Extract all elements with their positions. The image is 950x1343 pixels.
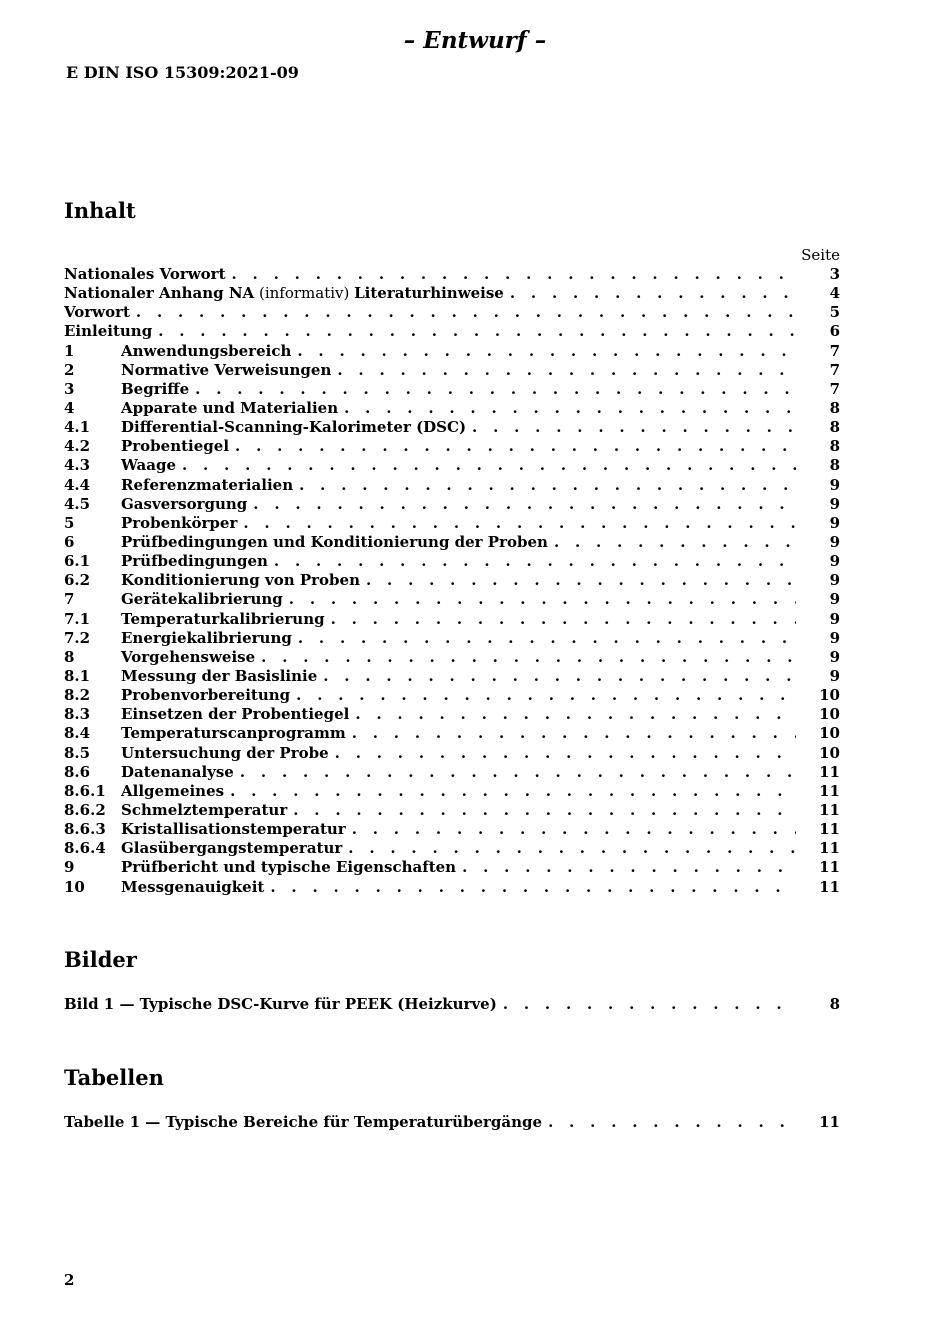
toc-entry-title-text: Apparate und Materialien — [121, 398, 339, 417]
toc-entry[interactable] — [64, 380, 840, 399]
toc-entry[interactable] — [64, 801, 840, 820]
toc-entry-page: 4 — [829, 284, 840, 303]
toc-entry[interactable] — [64, 361, 840, 380]
toc-entry[interactable] — [64, 533, 840, 552]
toc-entry[interactable] — [64, 342, 840, 361]
toc-entry[interactable] — [64, 858, 840, 877]
toc-entry-title — [121, 763, 240, 782]
toc-entry-number: 8.4 — [64, 724, 91, 743]
dot-leader — [240, 763, 796, 782]
toc-entry-number: 4 — [64, 398, 75, 417]
dot-leader — [261, 648, 796, 667]
toc-entry-number: 8.2 — [64, 686, 91, 705]
toc-entry-title-text: Allgemeines — [121, 781, 225, 800]
toc-entry-number: 8.5 — [64, 743, 91, 762]
toc-entry-title-text: Probenvorbereitung — [121, 686, 291, 705]
toc-entry-page: 10 — [819, 724, 840, 743]
toc-entry-title — [121, 342, 297, 361]
dot-leader — [554, 533, 796, 552]
toc-entry-title-text: Glasübergangstemperatur — [121, 839, 343, 858]
toc-entry-title-text: Nationales Vorwort — [64, 265, 226, 283]
toc-entry-number: 6.2 — [64, 571, 91, 590]
toc-entry-title — [121, 552, 274, 571]
dot-leader — [274, 552, 796, 571]
toc-entry-title — [121, 667, 323, 686]
dot-leader — [510, 284, 796, 303]
toc-entry-page: 11 — [819, 820, 840, 839]
toc-entry-number: 4.1 — [64, 418, 91, 437]
toc-entry-number: 8.6.3 — [64, 820, 106, 839]
toc-entry[interactable] — [64, 437, 840, 456]
toc-entry[interactable] — [64, 667, 840, 686]
toc-entry-title — [121, 361, 337, 380]
toc-entry-number: 10 — [64, 877, 85, 896]
toc-entry-title-text: Normative Verweisungen — [121, 360, 332, 379]
toc-entry-number: 6.1 — [64, 552, 91, 571]
dot-leader — [297, 342, 796, 361]
toc-entry-title — [64, 265, 232, 284]
toc-entry-title — [121, 571, 366, 590]
dot-leader — [548, 1113, 796, 1132]
dot-leader — [472, 418, 796, 437]
toc-entry-title-text: Datenanalyse — [121, 762, 234, 781]
toc-entry[interactable] — [64, 744, 840, 763]
toc-entry-number: 8.6.1 — [64, 781, 106, 800]
dot-leader — [355, 705, 796, 724]
toc-entry-title-text: Probentiegel — [121, 437, 230, 456]
toc-entry-title — [121, 820, 352, 839]
toc-entry-title — [121, 495, 253, 514]
toc-entry-page: 5 — [829, 303, 840, 322]
toc-entry[interactable] — [64, 629, 840, 648]
toc-entry-title — [64, 284, 510, 303]
dot-leader — [366, 571, 796, 590]
toc-entry-title-text: Vorgehensweise — [121, 647, 256, 666]
toc-entry-number: 8.6 — [64, 762, 91, 781]
toc-entry-number: 8.1 — [64, 666, 91, 685]
toc-entry[interactable] — [64, 878, 840, 897]
toc-entry-page: 8 — [829, 437, 840, 456]
toc-entry-title-text: Konditionierung von Proben — [121, 571, 360, 590]
toc-entry-page: 7 — [829, 379, 840, 398]
toc-entry-title — [121, 456, 182, 475]
dot-leader — [352, 820, 796, 839]
toc-entry-title — [121, 858, 462, 877]
dot-leader — [182, 456, 796, 475]
figures-list — [64, 995, 840, 1014]
toc-entry-title — [121, 782, 230, 801]
page-column-label: Seite — [801, 246, 840, 264]
toc-entry-page: 10 — [819, 705, 840, 724]
dot-leader — [335, 744, 796, 763]
table-title: Tabelle 1 — Typische Bereiche für Temperaturübergänge — [64, 1113, 548, 1132]
dot-leader — [323, 667, 796, 686]
toc-entry[interactable] — [64, 514, 840, 533]
toc-entry-number: 7.2 — [64, 628, 91, 647]
toc-entry-page: 10 — [819, 686, 840, 705]
dot-leader — [253, 495, 796, 514]
toc-entry-page: 11 — [819, 762, 840, 781]
dot-leader — [348, 839, 796, 858]
toc-entry-title — [121, 801, 293, 820]
toc-entry-number: 5 — [64, 513, 75, 532]
toc-entry[interactable] — [64, 571, 840, 590]
toc-entry-title — [121, 629, 298, 648]
dot-leader — [344, 399, 796, 418]
toc-entry-page: 8 — [829, 456, 840, 475]
toc-entry[interactable] — [64, 648, 840, 667]
toc-entry[interactable] — [64, 763, 840, 782]
toc-entry-page: 6 — [829, 322, 840, 341]
toc-entry[interactable] — [64, 456, 840, 475]
toc-entry-page: 9 — [829, 532, 840, 551]
toc-entry[interactable] — [64, 322, 840, 341]
toc-entry-page: 11 — [819, 877, 840, 896]
toc-entry-title — [121, 533, 554, 552]
toc-entry-title-text: Prüfbericht und typische Eigenschaften — [121, 858, 457, 877]
toc-entry-number: 8.6.4 — [64, 839, 106, 858]
toc-entry-title-text: Messgenauigkeit — [121, 877, 265, 896]
toc-entry-title — [121, 610, 331, 629]
tables-list — [64, 1113, 840, 1132]
toc-entry-page: 8 — [829, 418, 840, 437]
toc-entry-page: 8 — [829, 398, 840, 417]
toc-entry[interactable] — [64, 610, 840, 629]
dot-leader — [337, 361, 796, 380]
toc-entry-title-text: Einsetzen der Probentiegel — [121, 705, 350, 724]
toc-entry-page: 11 — [819, 800, 840, 819]
dot-leader — [136, 303, 796, 322]
toc-entry-title-text: Energiekalibrierung — [121, 628, 292, 647]
toc-entry[interactable] — [64, 418, 840, 437]
toc-entry-title — [121, 878, 270, 897]
toc-entry-number: 1 — [64, 341, 75, 360]
toc-entry-number: 7 — [64, 590, 75, 609]
toc-entry-page: 9 — [829, 513, 840, 532]
toc-entry-title — [121, 399, 344, 418]
toc-entry-page: 9 — [829, 590, 840, 609]
toc-entry-title-text: Nationaler Anhang NA — [64, 284, 255, 303]
toc-entry-number: 4.5 — [64, 494, 91, 513]
toc-entry-title — [64, 322, 158, 341]
toc-entry-page: 11 — [819, 858, 840, 877]
toc-entry-page: 3 — [829, 265, 840, 283]
toc-entry-annex-type: (informativ) — [254, 284, 355, 303]
dot-leader — [331, 610, 796, 629]
toc-entry[interactable] — [64, 705, 840, 724]
toc-entry-title-text: Schmelztemperatur — [121, 800, 288, 819]
toc-entry-page: 9 — [829, 628, 840, 647]
toc-entry-number: 8.3 — [64, 705, 91, 724]
toc-entry[interactable] — [64, 476, 840, 495]
toc-entry-number: 8.6.2 — [64, 800, 106, 819]
toc-entry-page: 9 — [829, 494, 840, 513]
toc-entry-title-text: Kristallisationstemperatur — [121, 820, 346, 839]
page-number: 2 — [64, 1271, 75, 1289]
toc-entry-title-text: Referenzmaterialien — [121, 475, 294, 494]
dot-leader — [298, 629, 796, 648]
toc-entry-title — [121, 380, 195, 399]
dot-leader — [232, 265, 796, 284]
toc-entry-page: 9 — [829, 609, 840, 628]
toc-entry-page: 9 — [829, 475, 840, 494]
toc-entry[interactable] — [64, 265, 840, 284]
dot-leader — [195, 380, 796, 399]
toc-entry-page: 10 — [819, 743, 840, 762]
toc-entry-page: 9 — [829, 666, 840, 685]
toc-entry-number: 4.4 — [64, 475, 91, 494]
table-entry[interactable] — [64, 1113, 840, 1132]
tables-heading: Tabellen — [64, 1065, 164, 1090]
toc-entry-title-text: Waage — [121, 456, 177, 475]
figure-page: 8 — [829, 995, 840, 1013]
toc-entry-title-text: Vorwort — [64, 303, 130, 322]
toc-entry[interactable] — [64, 782, 840, 801]
table-of-contents — [64, 265, 840, 897]
toc-entry-page: 9 — [829, 552, 840, 571]
dot-leader — [462, 858, 796, 877]
toc-entry-number: 2 — [64, 360, 75, 379]
dot-leader — [243, 514, 796, 533]
toc-entry[interactable] — [64, 686, 840, 705]
toc-entry-title-text: Untersuchung der Probe — [121, 743, 329, 762]
toc-entry-title-text: Temperaturscanprogramm — [121, 724, 346, 743]
dot-leader — [158, 322, 796, 341]
dot-leader — [289, 590, 796, 609]
toc-entry-title — [64, 303, 136, 322]
toc-entry[interactable] — [64, 399, 840, 418]
toc-entry-title-text: Prüfbedingungen — [121, 552, 268, 571]
toc-entry-title-text: Temperaturkalibrierung — [121, 609, 325, 628]
contents-heading: Inhalt — [64, 198, 136, 223]
dot-leader — [296, 686, 796, 705]
toc-entry-number: 9 — [64, 858, 75, 877]
toc-entry-number: 8 — [64, 647, 75, 666]
draft-label: – Entwurf – — [403, 27, 547, 54]
toc-entry-page: 9 — [829, 647, 840, 666]
document-id: E DIN ISO 15309:2021-09 — [66, 63, 299, 82]
dot-leader — [352, 724, 796, 743]
figures-heading: Bilder — [64, 947, 137, 972]
dot-leader — [230, 782, 796, 801]
toc-entry[interactable] — [64, 495, 840, 514]
toc-entry[interactable] — [64, 724, 840, 743]
toc-entry-number: 4.3 — [64, 456, 91, 475]
toc-entry-page: 9 — [829, 571, 840, 590]
toc-entry-title-text: Einleitung — [64, 322, 153, 341]
toc-entry[interactable] — [64, 303, 840, 322]
figure-title: Bild 1 — Typische DSC-Kurve für PEEK (Heizkurve) — [64, 995, 503, 1014]
toc-entry-title — [121, 476, 299, 495]
toc-entry-title-text: Anwendungsbereich — [121, 341, 292, 360]
toc-entry-title-text: Gasversorgung — [121, 494, 248, 513]
figure-entry[interactable] — [64, 995, 840, 1014]
toc-entry-page: 11 — [819, 781, 840, 800]
toc-entry[interactable] — [64, 590, 840, 609]
toc-entry-title — [121, 744, 335, 763]
toc-entry-title — [121, 686, 296, 705]
toc-entry-title-text: Probenkörper — [121, 513, 238, 532]
toc-entry-title-text: Prüfbedingungen und Konditionierung der Proben — [121, 532, 548, 551]
toc-entry-title — [121, 648, 261, 667]
toc-entry-title-text: Differential-Scanning-Kalorimeter (DSC) — [121, 418, 467, 437]
toc-entry[interactable] — [64, 839, 840, 858]
toc-entry-page: 11 — [819, 839, 840, 858]
toc-entry-page: 7 — [829, 360, 840, 379]
dot-leader — [235, 437, 796, 456]
toc-entry-title-text: Gerätekalibrierung — [121, 590, 283, 609]
dot-leader — [299, 476, 796, 495]
toc-entry-annex-title: Literaturhinweise — [354, 284, 504, 303]
toc-entry-title — [121, 839, 348, 858]
toc-entry-title-text: Begriffe — [121, 379, 190, 398]
toc-entry-number: 4.2 — [64, 437, 91, 456]
toc-entry-title — [121, 590, 289, 609]
toc-entry-title — [121, 418, 472, 437]
toc-entry-title — [121, 514, 243, 533]
dot-leader — [270, 878, 796, 897]
toc-entry[interactable] — [64, 820, 840, 839]
toc-entry-number: 6 — [64, 532, 75, 551]
toc-entry-page: 7 — [829, 341, 840, 360]
dot-leader — [503, 995, 796, 1014]
toc-entry-title — [121, 437, 235, 456]
toc-entry-number: 3 — [64, 379, 75, 398]
dot-leader — [293, 801, 796, 820]
toc-entry-title — [121, 724, 352, 743]
toc-entry-title — [121, 705, 355, 724]
toc-entry-title-text: Messung der Basislinie — [121, 666, 318, 685]
table-page: 11 — [819, 1113, 840, 1131]
toc-entry[interactable] — [64, 552, 840, 571]
toc-entry-number: 7.1 — [64, 609, 91, 628]
toc-entry[interactable] — [64, 284, 840, 303]
